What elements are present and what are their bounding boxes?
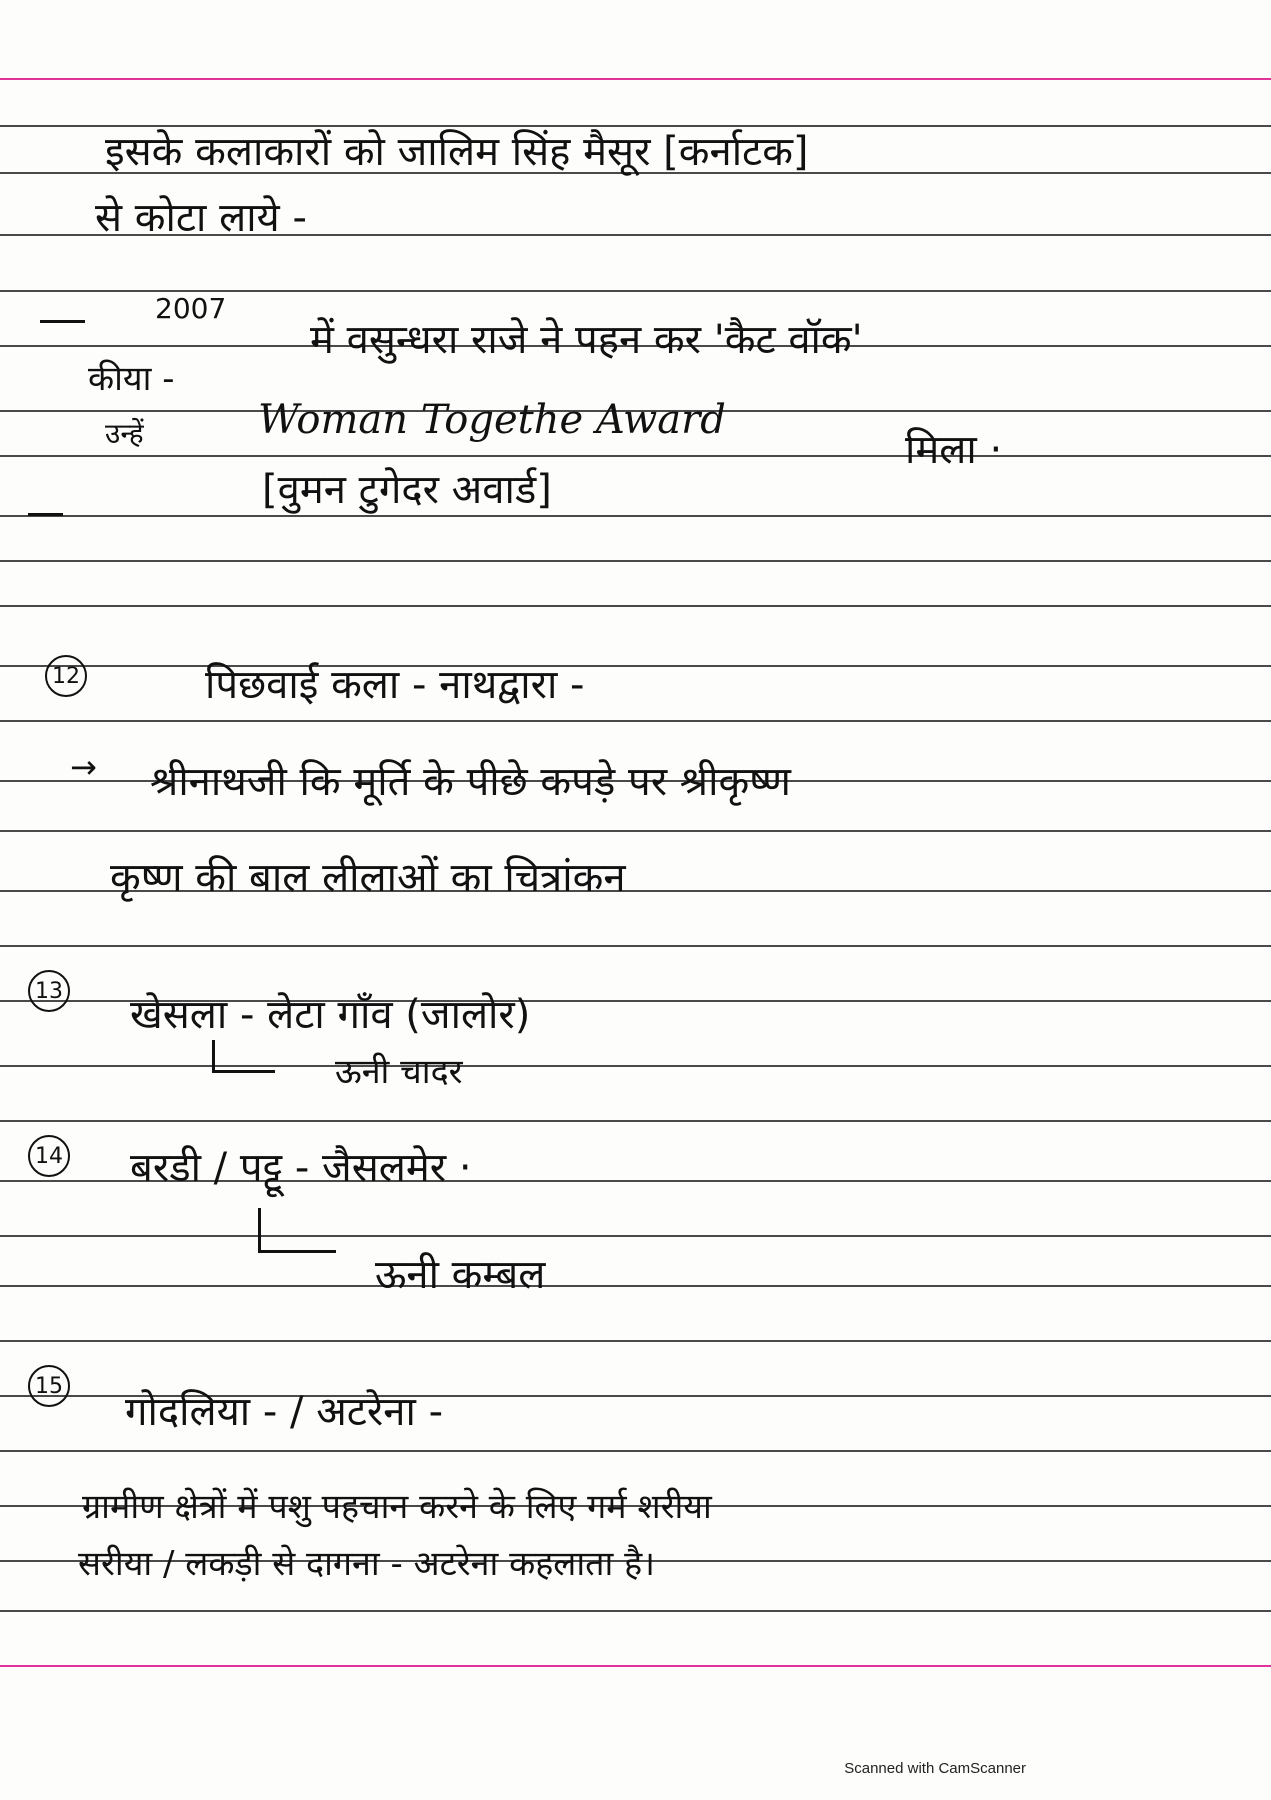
item-number-15: 15 bbox=[28, 1365, 70, 1407]
handwritten-line: ऊनी कम्बल bbox=[375, 1252, 546, 1298]
ruled-line bbox=[0, 945, 1271, 947]
ruled-line bbox=[0, 720, 1271, 722]
margin-dash bbox=[40, 320, 85, 323]
ruled-line bbox=[0, 1065, 1271, 1067]
ruled-line bbox=[0, 1120, 1271, 1122]
handwritten-heading: खेसला - लेटा गाँव (जालोर) bbox=[130, 992, 531, 1038]
ruled-line bbox=[0, 1610, 1271, 1612]
ruled-line bbox=[0, 830, 1271, 832]
handwritten-line: ग्रामीण क्षेत्रों में पशु पहचान करने के लिए गर्म शरीया bbox=[82, 1487, 712, 1527]
ruled-line bbox=[0, 1340, 1271, 1342]
ruled-line bbox=[0, 125, 1271, 127]
top-margin-line bbox=[0, 78, 1271, 80]
ruled-line bbox=[0, 665, 1271, 667]
item-number-13: 13 bbox=[28, 970, 70, 1012]
handwritten-english: Woman Togethe Award bbox=[258, 397, 726, 443]
ruled-line bbox=[0, 455, 1271, 457]
handwritten-line: कृष्ण की बाल लीलाओं का चित्रांकन bbox=[110, 855, 626, 901]
handwritten-line: ऊनी चादर bbox=[335, 1052, 463, 1092]
handwritten-line: श्रीनाथजी कि मूर्ति के पीछे कपड़े पर श्रीकृष्ण bbox=[150, 759, 791, 805]
handwritten-line: इसके कलाकारों को जालिम सिंह मैसूर [कर्नाटक] bbox=[105, 129, 809, 175]
handwritten-line: सरीया / लकड़ी से दागना - अटरेना कहलाता है। bbox=[78, 1544, 656, 1584]
scanner-watermark: Scanned with CamScanner bbox=[844, 1760, 1026, 1777]
ruled-line bbox=[0, 605, 1271, 607]
handwritten-heading: पिछवाई कला - नाथद्वारा - bbox=[205, 662, 585, 708]
handwritten-heading: बरडी / पट्टू - जैसलमेर · bbox=[130, 1145, 472, 1191]
sub-item-bracket bbox=[258, 1208, 336, 1253]
item-number-12: 12 bbox=[45, 655, 87, 697]
item-number-14: 14 bbox=[28, 1135, 70, 1177]
margin-dash bbox=[28, 513, 63, 516]
handwritten-line: [वुमन टुगेदर अवार्ड] bbox=[262, 467, 552, 513]
ruled-line bbox=[0, 1450, 1271, 1452]
handwritten-year: 2007 bbox=[155, 292, 227, 325]
handwritten-line: से कोटा लाये - bbox=[95, 195, 307, 241]
ruled-line bbox=[0, 560, 1271, 562]
arrow-icon: → bbox=[70, 748, 97, 786]
ruled-line bbox=[0, 515, 1271, 517]
ruled-line bbox=[0, 1285, 1271, 1287]
handwritten-line: कीया - bbox=[88, 359, 175, 399]
sub-item-bracket bbox=[212, 1040, 275, 1073]
bottom-margin-line bbox=[0, 1665, 1271, 1667]
handwritten-line: उन्हें bbox=[105, 417, 144, 450]
handwritten-heading: गोदलिया - / अटरेना - bbox=[125, 1389, 444, 1435]
handwritten-line: में वसुन्धरा राजे ने पहन कर 'कैट वॉक' bbox=[310, 317, 863, 363]
ruled-line bbox=[0, 1235, 1271, 1237]
handwritten-line: मिला · bbox=[905, 427, 1003, 473]
